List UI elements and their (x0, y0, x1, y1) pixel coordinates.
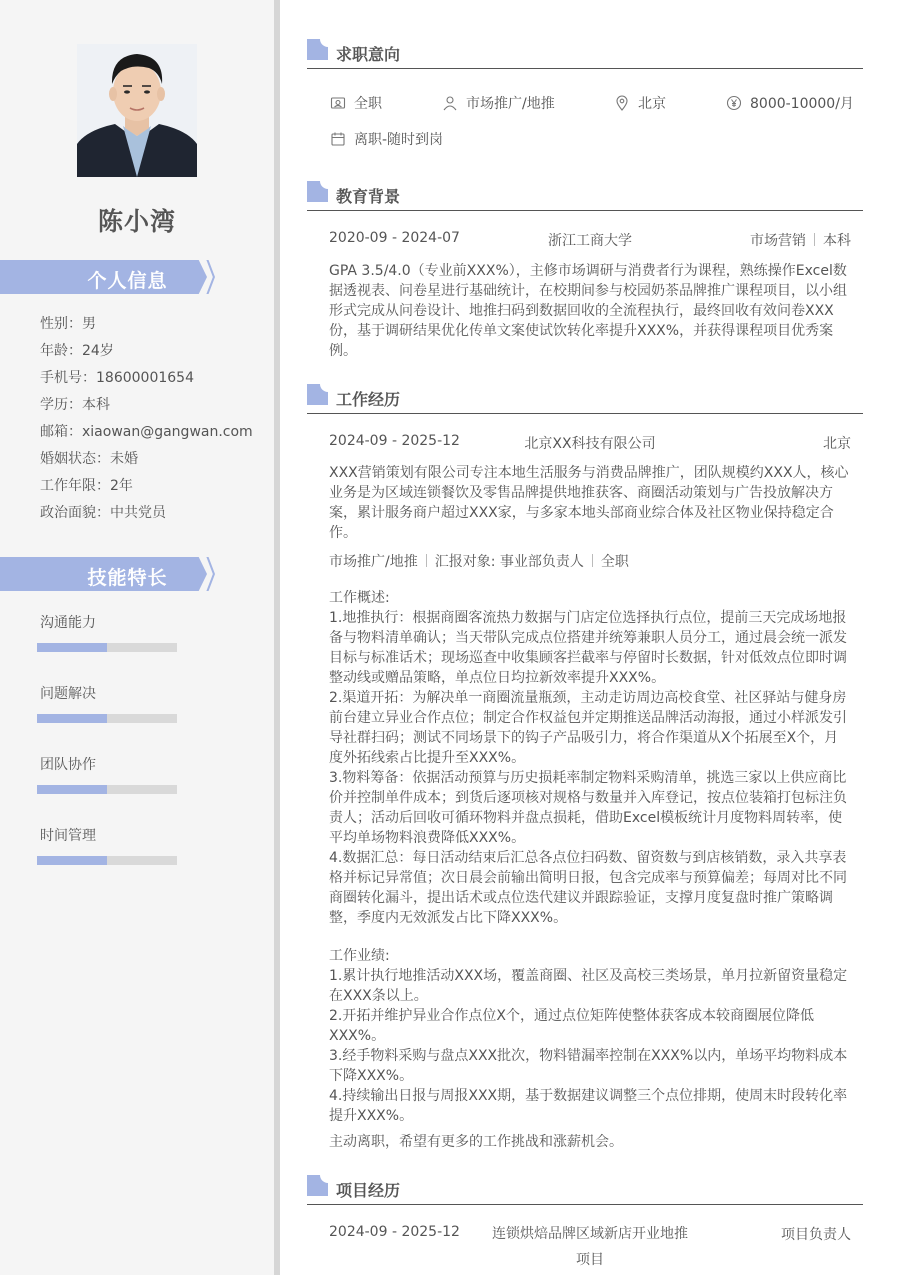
project-row (329, 1224, 851, 1268)
section-header (307, 39, 863, 69)
personal-info-list (40, 314, 253, 530)
education-date: 2020-09 - 2024-07 (329, 230, 460, 246)
section-marker-icon (307, 384, 328, 405)
separator (814, 233, 815, 246)
work-jobtype: 全职 (600, 554, 629, 570)
project-section (307, 1175, 863, 1205)
intent-type-value: 全职 (354, 96, 382, 112)
work-date: 2024-09 - 2025-12 (329, 433, 460, 449)
skill-name: 团队协作 (40, 757, 96, 773)
skill-bar-track (37, 785, 177, 794)
work-overview (329, 588, 849, 928)
intent-salary (726, 93, 866, 113)
sidebar (0, 0, 274, 1275)
education-section (307, 181, 863, 211)
profile-photo (77, 44, 197, 177)
work-overview-item: 2.渠道开拓：为解决单一商圈流量瓶颈，主动走访周边高校食堂、社区驿站与健身房前台建立异业合作点位；制定合作权益包并定期推送品牌活动海报，通过小样派发引导社群扫码；测试不同场景下的钩子产品吸引力，将合作渠道从X个拓展至X个，月度外拓线索占比提升至XXX%。 (329, 690, 847, 766)
work-meta (329, 552, 849, 572)
work-company: 北京XX科技有限公司 (524, 436, 656, 452)
intent-status (330, 129, 490, 149)
column-divider (274, 0, 280, 1275)
info-age: 年龄：24岁 (40, 343, 114, 359)
info-marital: 婚姻状态：未婚 (40, 451, 138, 467)
skill-bar-track (37, 643, 177, 652)
section-header (307, 1175, 863, 1205)
personal-info-header (0, 260, 215, 294)
skills-title: 技能特长 (87, 567, 168, 589)
person-icon (442, 95, 458, 111)
work-section (307, 384, 863, 414)
personal-info-title: 个人信息 (87, 270, 168, 292)
section-marker-icon (307, 181, 328, 202)
project-date: 2024-09 - 2025-12 (329, 1224, 460, 1240)
section-marker-icon (307, 39, 328, 60)
education-row (329, 230, 851, 250)
work-company-intro: XXX营销策划有限公司专注本地生活服务与消费品牌推广，团队规模约XXX人，核心业务是为区域连锁餐饮及零售品牌提供地推获客、商圈活动策划与广告投放解决方案，累计服务商户超过XXX家，与多家本地头部商业综合体及社区物业保持稳定合作。 (329, 465, 849, 541)
skill-bar-fill (37, 856, 107, 865)
project-role: 项目负责人 (781, 1227, 851, 1243)
section-title: 工作经历 (336, 390, 401, 409)
work-achievement-item: 2.开拓并维护异业合作点位X个，通过点位矩阵使整体获客成本较商圈展位降低XXX%。 (329, 1008, 814, 1044)
info-political: 政治面貌：中共党员 (40, 505, 166, 521)
skill-name: 沟通能力 (40, 615, 96, 631)
skill-name: 问题解决 (40, 686, 96, 702)
work-overview-item: 3.物料筹备：依据活动预算与历史损耗率制定物料采购清单，挑选三家以上供应商比价并控制单件成本；到货后逐项核对规格与数量并入库登记，按点位装箱打包标注负责人；活动后回收可循环物料并盘点损耗，借助Excel模板统计月度物料周转率，使平均单场物料浪费降低XXX%。 (329, 770, 847, 846)
work-role: 市场推广/地推 (329, 554, 418, 570)
skill-item (40, 612, 96, 632)
education-school: 浙江工商大学 (548, 233, 632, 249)
intent-city-value: 北京 (638, 96, 666, 112)
skill-bar-fill (37, 643, 107, 652)
work-row (329, 433, 851, 453)
education-degree: 本科 (823, 233, 851, 249)
skill-item (40, 754, 96, 774)
skill-bar-track (37, 714, 177, 723)
id-card-icon (330, 95, 346, 111)
section-header (307, 181, 863, 211)
skill-name: 时间管理 (40, 828, 96, 844)
info-education: 学历：本科 (40, 397, 110, 413)
education-major: 市场营销 (750, 233, 806, 249)
work-achievement-item: 4.持续输出日报与周报XXX期，基于数据建议调整三个点位排期，使周末时段转化率提升XXX%。 (329, 1088, 848, 1124)
work-overview-item: 4.数据汇总：每日活动结束后汇总各点位扫码数、留资数与到店核销数，录入共享表格并标记异常值；次日晨会前输出简明日报，包含完成率与预算偏差；每周对比不同商圈转化漏斗，提出话术或点位迭代建议并跟踪验证，支撑月度复盘时推广策略调整，季度内无效派发占比下降XXX%。 (329, 850, 847, 926)
work-overview-item: 1.地推执行：根据商圈客流热力数据与门店定位选择执行点位，提前三天完成场地报备与物料清单确认；当天带队完成点位搭建并统筹兼职人员分工，通过晨会统一派发目标与标准话术；现场巡查中收集顾客拦截率与停留时长数据，针对低效点位即时调整动线或赠品策略，单点位日均拉新效率提升XXX%。 (329, 610, 847, 686)
separator (592, 554, 593, 567)
intent-city (614, 93, 704, 113)
section-title: 教育背景 (336, 187, 401, 206)
skill-item (40, 825, 96, 845)
section-title: 项目经历 (336, 1181, 401, 1200)
section-marker-icon (307, 1175, 328, 1196)
info-experience-years: 工作年限：2年 (40, 478, 133, 494)
location-pin-icon (614, 95, 630, 111)
skill-item (40, 683, 96, 703)
work-report: 汇报对象: 事业部负责人 (434, 554, 584, 570)
intent-position (442, 93, 592, 113)
education-description: GPA 3.5/4.0（专业前XXX%），主修市场调研与消费者行为课程，熟练操作Excel数据透视表、问卷星进行基础统计，在校期间参与校园奶茶品牌推广课程项目，以小组形式完成从问卷设计、地推扫码到数据回收的全流程执行，最终回收有效问卷XXX份，基于调研结果优化传单文案使试饮转化率提升XXX%，并获得课程项目优秀案例。 (329, 263, 847, 359)
work-achievements (329, 946, 849, 1126)
education-major-degree (750, 230, 851, 250)
yen-coin-icon (726, 95, 742, 111)
work-achievement-item: 3.经手物料采购与盘点XXX批次，物料错漏率控制在XXX%以内，单场平均物料成本下降XXX%。 (329, 1048, 848, 1084)
project-name: 连锁烘焙品牌区域新店开业地推项目 (492, 1226, 688, 1268)
intent-status-value: 离职-随时到岗 (354, 132, 444, 148)
section-header (307, 384, 863, 414)
info-phone: 手机号：18600001654 (40, 370, 194, 386)
skill-bar-track (37, 856, 177, 865)
intent-position-value: 市场推广/地推 (466, 96, 555, 112)
candidate-name: 陈小湾 (97, 207, 176, 236)
info-gender: 性别：男 (40, 316, 96, 332)
work-achievement-item: 1.累计执行地推活动XXX场，覆盖商圈、社区及高校三类场景，单月拉新留资量稳定在XXX条以上。 (329, 968, 848, 1004)
info-email: 邮箱：xiaowan@gangwan.com (40, 424, 253, 440)
skill-bar-fill (37, 785, 107, 794)
skill-bar-fill (37, 714, 107, 723)
calendar-icon (330, 131, 346, 147)
job-intent-section (307, 39, 863, 69)
intent-type (330, 93, 430, 113)
skills-header (0, 557, 215, 591)
work-leave-reason: 主动离职，希望有更多的工作挑战和涨薪机会。 (329, 1134, 623, 1150)
work-city: 北京 (823, 436, 851, 452)
separator (426, 554, 427, 567)
intent-salary-value: 8000-10000/月 (750, 96, 854, 112)
work-overview-title: 工作概述: (329, 590, 390, 606)
work-achievements-title: 工作业绩: (329, 948, 390, 964)
section-title: 求职意向 (336, 45, 401, 64)
